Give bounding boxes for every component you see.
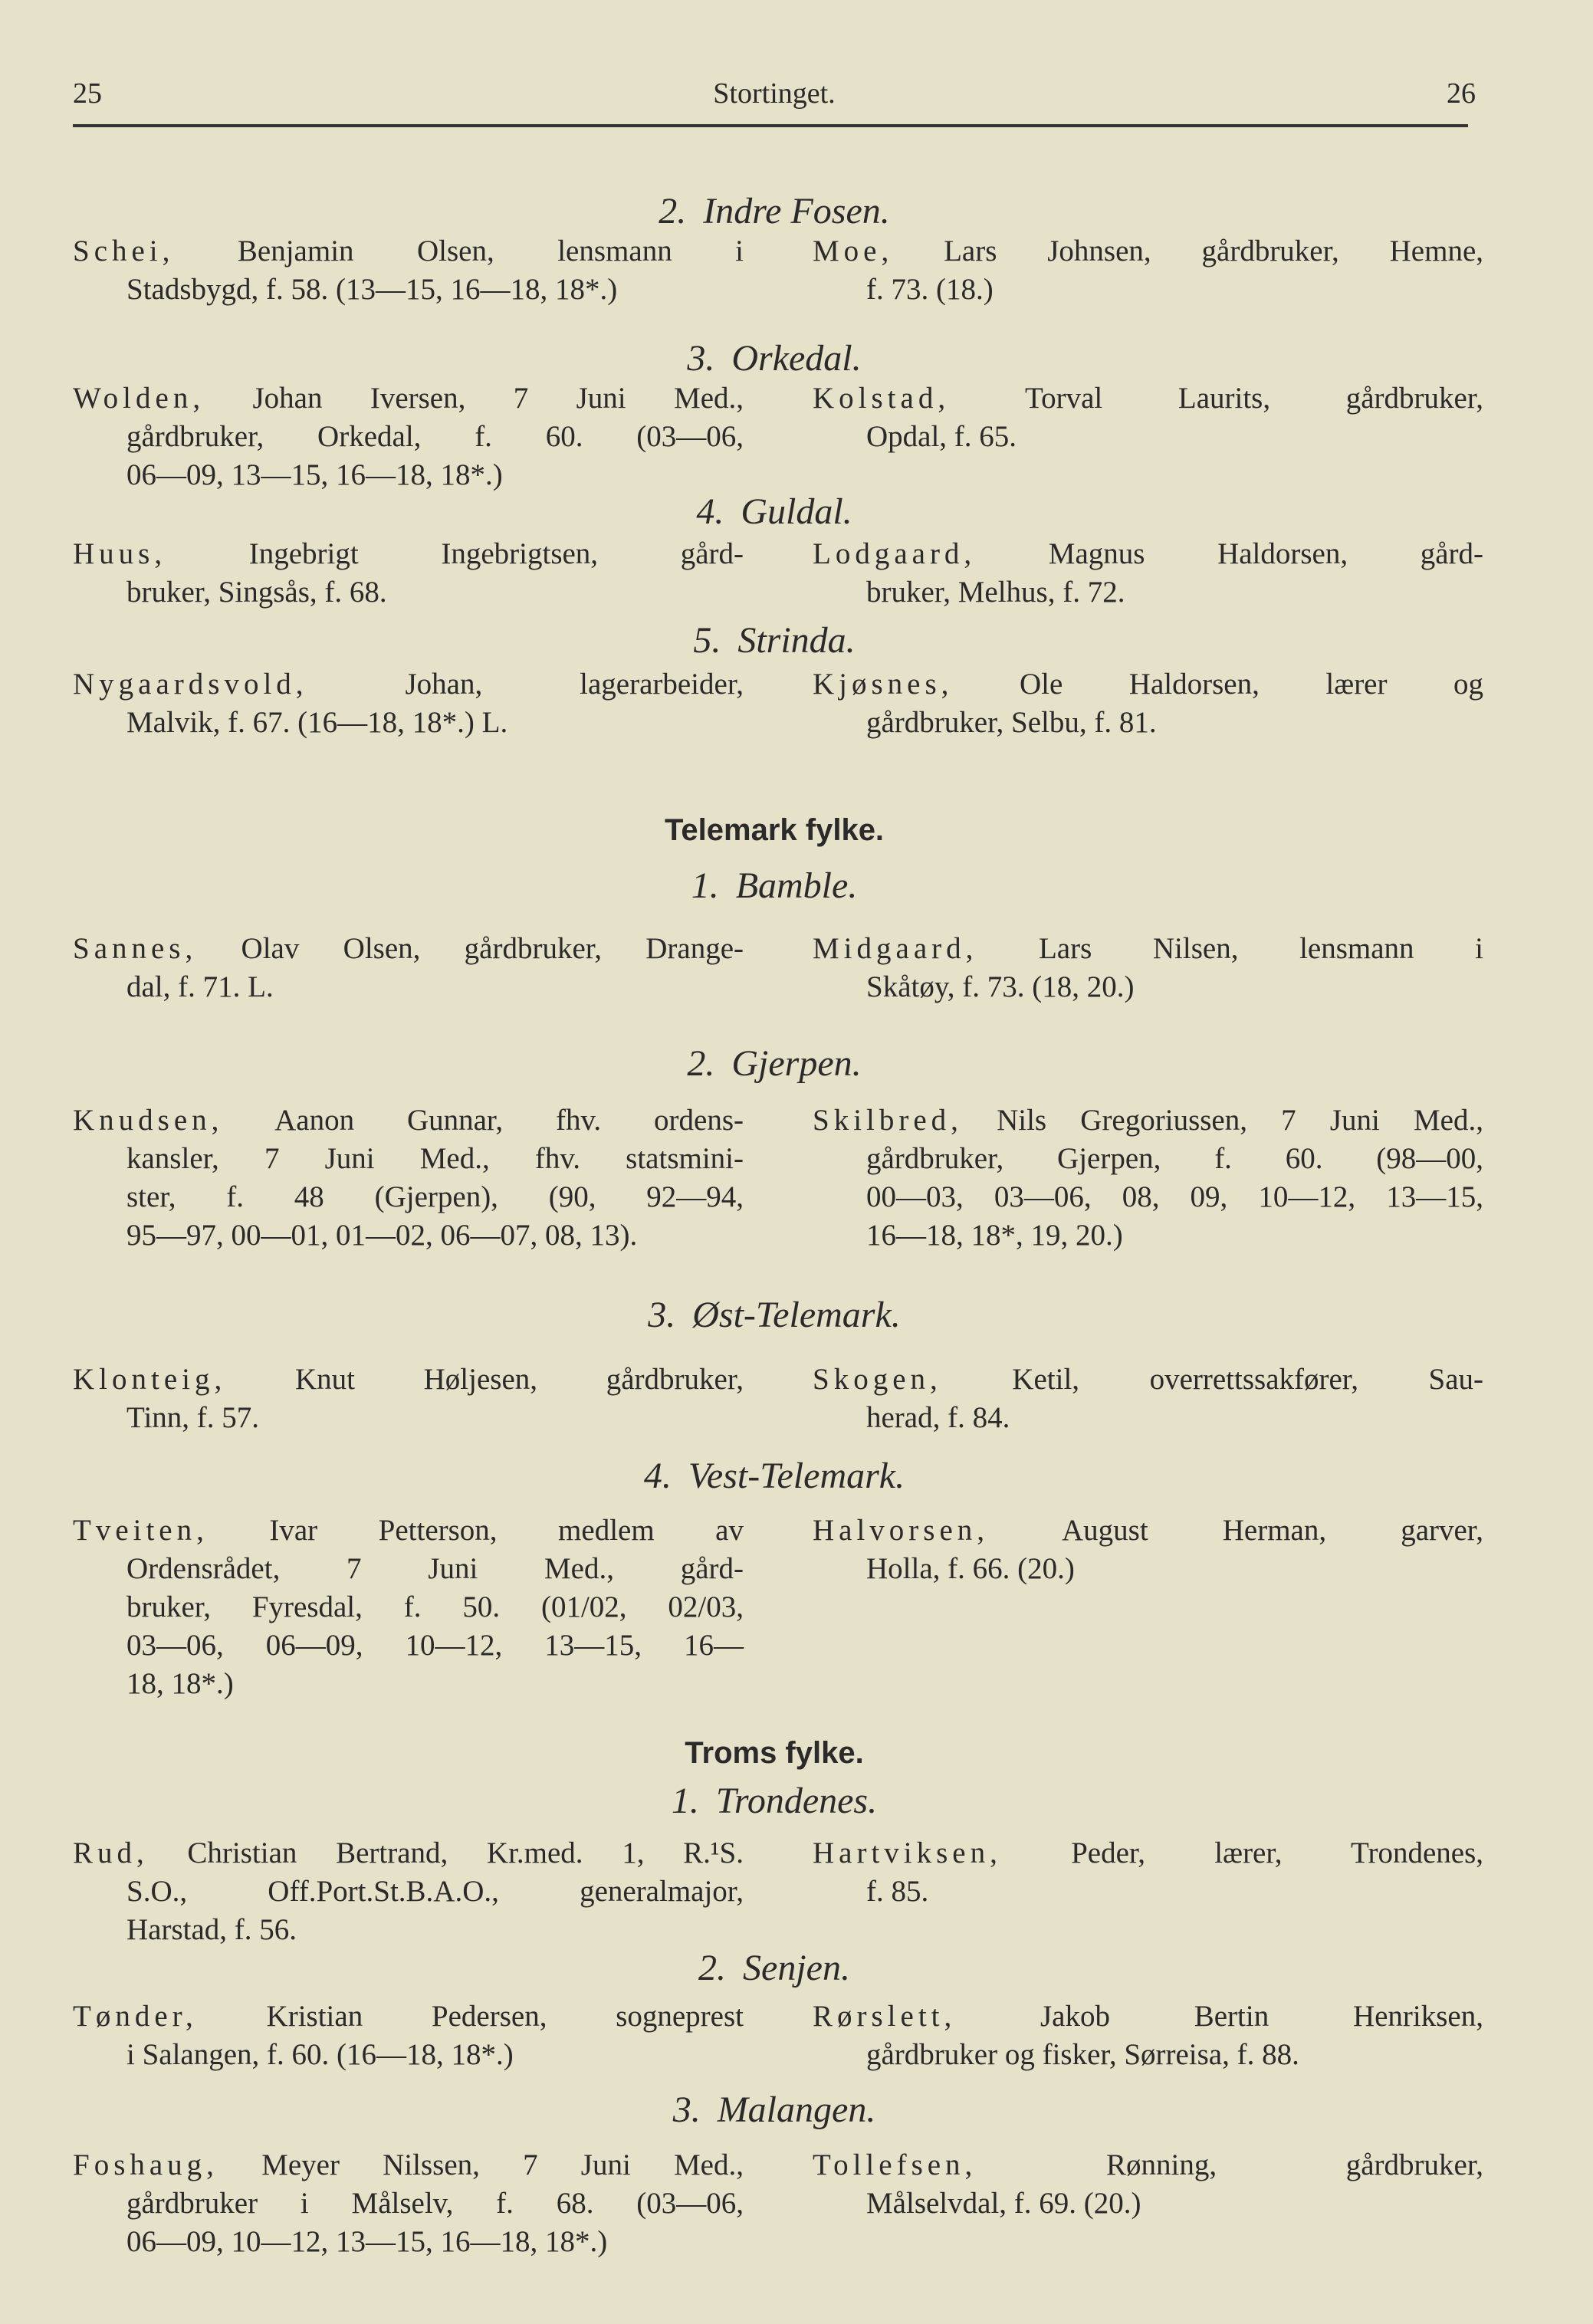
member-entry: Rud, Christian Bertrand, Kr.med. 1, R.¹S. S.O., Off.Port.St.B.A.O., generalmajor, Harstad, f. 56. xyxy=(73,1837,744,1946)
deputy-entry: Rørslett, Jakob Bertin Henriksen, gårdbruker og fisker, Sørreisa, f. 88. xyxy=(813,2000,1483,2071)
member-entry: Nygaardsvold, Johan, lagerarbeider, Malvik, f. 67. (16—18, 18*.) L. xyxy=(73,668,744,739)
member-name: Rud, xyxy=(73,1837,149,1869)
member-name: Midgaard, xyxy=(813,932,978,965)
member-name: Knudsen, xyxy=(73,1104,224,1137)
deputy-entry: Moe, Lars Johnsen, gårdbruker, Hemne, f. 73. (18.) xyxy=(813,235,1484,306)
district-heading: 3. Orkedal. xyxy=(687,338,862,379)
member-name: Lodgaard, xyxy=(813,537,977,570)
district-heading: 1. Bamble. xyxy=(691,865,858,906)
member-entry: Tønder, Kristian Pedersen, sogneprest i Salangen, f. 60. (16—18, 18*.) xyxy=(73,2000,744,2071)
member-name: Halvorsen, xyxy=(813,1514,990,1547)
member-name: Klonteig, xyxy=(73,1363,227,1396)
deputy-entry: Skilbred, Nils Gregoriussen, 7 Juni Med., gårdbruker, Gjerpen, f. 60. (98—00, 00—03, 03—06, 08, 09, 10—12, 13—15, 16—18, 18*, 19, 20.) xyxy=(813,1104,1483,1252)
member-entry: Wolden, Johan Iversen, 7 Juni Med., gårdbruker, Orkedal, f. 60. (03—06, 06—09, 13—15, 16—18, 18*.) xyxy=(73,382,744,491)
member-name: Schei, xyxy=(73,235,175,268)
member-name: Kolstad, xyxy=(813,382,951,415)
member-entry: Klonteig, Knut Høljesen, gårdbruker, Tinn, f. 57. xyxy=(73,1363,744,1434)
member-name: Sannes, xyxy=(73,932,198,965)
deputy-entry: Midgaard, Lars Nilsen, lensmann i Skåtøy, f. 73. (18, 20.) xyxy=(813,932,1483,1003)
header-rule xyxy=(73,124,1468,127)
member-name: Skilbred, xyxy=(813,1104,963,1137)
county-heading: Telemark fylke. xyxy=(664,813,885,847)
district-heading: 5. Strinda. xyxy=(693,620,856,661)
district-heading: 1. Trondenes. xyxy=(671,1781,878,1821)
member-name: Skogen, xyxy=(813,1363,942,1396)
deputy-entry: Kolstad, Torval Laurits, gårdbruker, Opdal, f. 65. xyxy=(813,382,1483,453)
member-name: Tveiten, xyxy=(73,1514,209,1547)
member-name: Wolden, xyxy=(73,382,205,415)
deputy-entry: Lodgaard, Magnus Haldorsen, gård- bruker, Melhus, f. 72. xyxy=(813,537,1483,609)
county-heading: Troms fylke. xyxy=(685,1736,864,1770)
member-name: Moe, xyxy=(813,235,894,268)
member-name: Kjøsnes, xyxy=(813,668,954,701)
member-name: Rørslett, xyxy=(813,2000,957,2033)
member-name: Foshaug, xyxy=(73,2148,218,2181)
district-heading: 2. Senjen. xyxy=(698,1948,850,1988)
running-header xyxy=(73,77,1476,115)
district-heading: 3. Øst-Telemark. xyxy=(648,1295,901,1335)
page-number-right: 26 xyxy=(1447,77,1476,110)
deputy-entry: Tollefsen, Rønning, gårdbruker, Målselvdal, f. 69. (20.) xyxy=(813,2148,1483,2220)
deputy-entry: Kjøsnes, Ole Haldorsen, lærer og gårdbruker, Selbu, f. 81. xyxy=(813,668,1484,739)
district-heading: 4. Guldal. xyxy=(696,491,852,532)
member-name: Nygaardsvold, xyxy=(73,668,308,701)
member-name: Huus, xyxy=(73,537,167,570)
deputy-entry: Skogen, Ketil, overrettssakfører, Sau- herad, f. 84. xyxy=(813,1363,1483,1434)
member-entry: Knudsen, Aanon Gunnar, fhv. ordens- kansler, 7 Juni Med., fhv. statsmini- ster, f. 48 (Gjerpen), (90, 92—94, 95—97, 00—01, 01—02, 06—07, 08, 13). xyxy=(73,1104,744,1252)
district-heading: 3. Malangen. xyxy=(672,2089,876,2130)
member-entry: Tveiten, Ivar Petterson, medlem av Ordensrådet, 7 Juni Med., gård- bruker, Fyresdal, f. 50. (01/02, 02/03, 03—06, 06—09, 10—12, 13—15, 16— 18, 18*.) xyxy=(73,1514,744,1700)
member-entry: Sannes, Olav Olsen, gårdbruker, Drange- dal, f. 71. L. xyxy=(73,932,744,1003)
member-name: Tønder, xyxy=(73,2000,198,2033)
member-name: Hartviksen, xyxy=(813,1837,1002,1869)
deputy-entry: Halvorsen, August Herman, garver, Holla, f. 66. (20.) xyxy=(813,1514,1483,1585)
district-heading: 2. Gjerpen. xyxy=(687,1043,862,1084)
member-name: Tollefsen, xyxy=(813,2148,977,2181)
district-heading: 2. Indre Fosen. xyxy=(659,191,890,231)
running-title: Stortinget. xyxy=(713,77,836,110)
deputy-entry: Hartviksen, Peder, lærer, Trondenes, f. 85. xyxy=(813,1837,1484,1908)
page-number-left: 25 xyxy=(73,77,102,110)
district-heading: 4. Vest-Telemark. xyxy=(643,1456,905,1496)
member-entry: Foshaug, Meyer Nilssen, 7 Juni Med., gårdbruker i Målselv, f. 68. (03—06, 06—09, 10—12, 13—15, 16—18, 18*.) xyxy=(73,2148,744,2258)
member-entry: Huus, Ingebrigt Ingebrigtsen, gård- bruker, Singsås, f. 68. xyxy=(73,537,744,609)
page xyxy=(73,0,1484,2324)
member-entry: Schei, Benjamin Olsen, lensmann i Stadsbygd, f. 58. (13—15, 16—18, 18*.) xyxy=(73,235,744,306)
